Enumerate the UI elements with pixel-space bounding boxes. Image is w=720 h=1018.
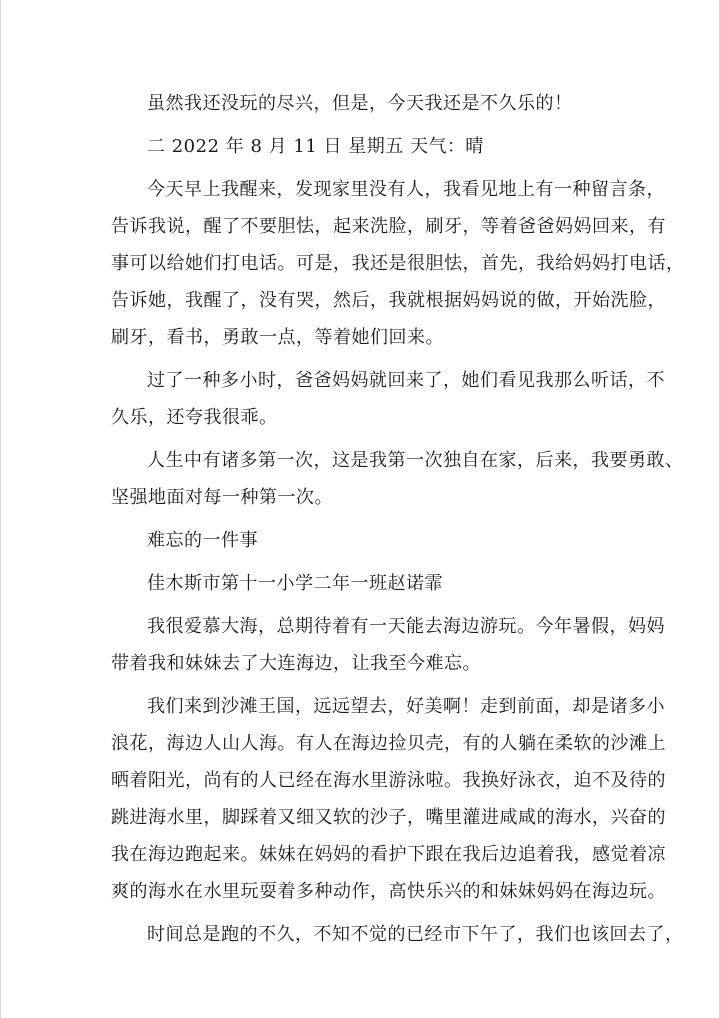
text-line: 人生中有诸多第一次，这是我第一次独自在家，后来，我要勇敢、 [147, 450, 684, 471]
text-line: 我在海边跑起来。妹妹在妈妈的看护下跟在我后边追着我，感觉着凉 [111, 844, 666, 865]
text-line: 时间总是跑的不久，不知不觉的已经市下午了，我们也该回去了， [147, 924, 684, 945]
text-line: 虽然我还没玩的尽兴，但是，今天我还是不久乐的！ [147, 93, 573, 114]
text-line: 带着我和妹妹去了大连海边，让我至今难忘。 [111, 653, 481, 674]
text-line: 佳木斯市第十一小学二年一班赵诺霏 [147, 573, 443, 594]
text-line: 二 2022 年 8 月 11 日 星期五 天气：晴 [147, 136, 484, 157]
text-line: 今天早上我醒来，发现家里没有人，我看见地上有一种留言条， [147, 179, 665, 200]
text-line: 爽的海水在水里玩耍着多种动作，高快乐兴的和妹妹妈妈在海边玩。 [111, 881, 666, 902]
text-line: 告诉她，我醒了，没有哭，然后，我就根据妈妈说的做，开始洗脸， [111, 290, 666, 311]
text-line: 告诉我说，醒了不要胆怯，起来洗脸，刷牙，等着爸爸妈妈回来，有 [111, 216, 666, 237]
text-line: 久乐，还夸我很乖。 [111, 407, 278, 428]
text-line: 事可以给她们打电话。可是，我还是很胆怯，首先，我给妈妈打电话， [111, 253, 685, 274]
text-line: 难忘的一件事 [147, 530, 258, 551]
text-line: 我很爱慕大海，总期待着有一天能去海边游玩。今年暑假，妈妈 [147, 616, 665, 637]
text-line: 过了一种多小时，爸爸妈妈就回来了，她们看见我那么听话，不 [147, 370, 665, 391]
text-line: 坚强地面对每一种第一次。 [111, 487, 333, 508]
document-body [111, 85, 685, 953]
text-line: 晒着阳光，尚有的人已经在海水里游泳啦。我换好泳衣，迫不及待的 [111, 770, 666, 791]
text-line: 跳进海水里，脚踩着又细又软的沙子，嘴里灌进咸咸的海水，兴奋的 [111, 807, 666, 828]
text-line: 浪花，海边人山人海。有人在海边捡贝壳，有的人躺在柔软的沙滩上 [111, 733, 666, 754]
text-line: 刷牙，看书，勇敢一点，等着她们回来。 [111, 327, 444, 348]
text-line: 我们来到沙滩王国，远远望去，好美啊！走到前面，却是诸多小 [147, 696, 665, 717]
